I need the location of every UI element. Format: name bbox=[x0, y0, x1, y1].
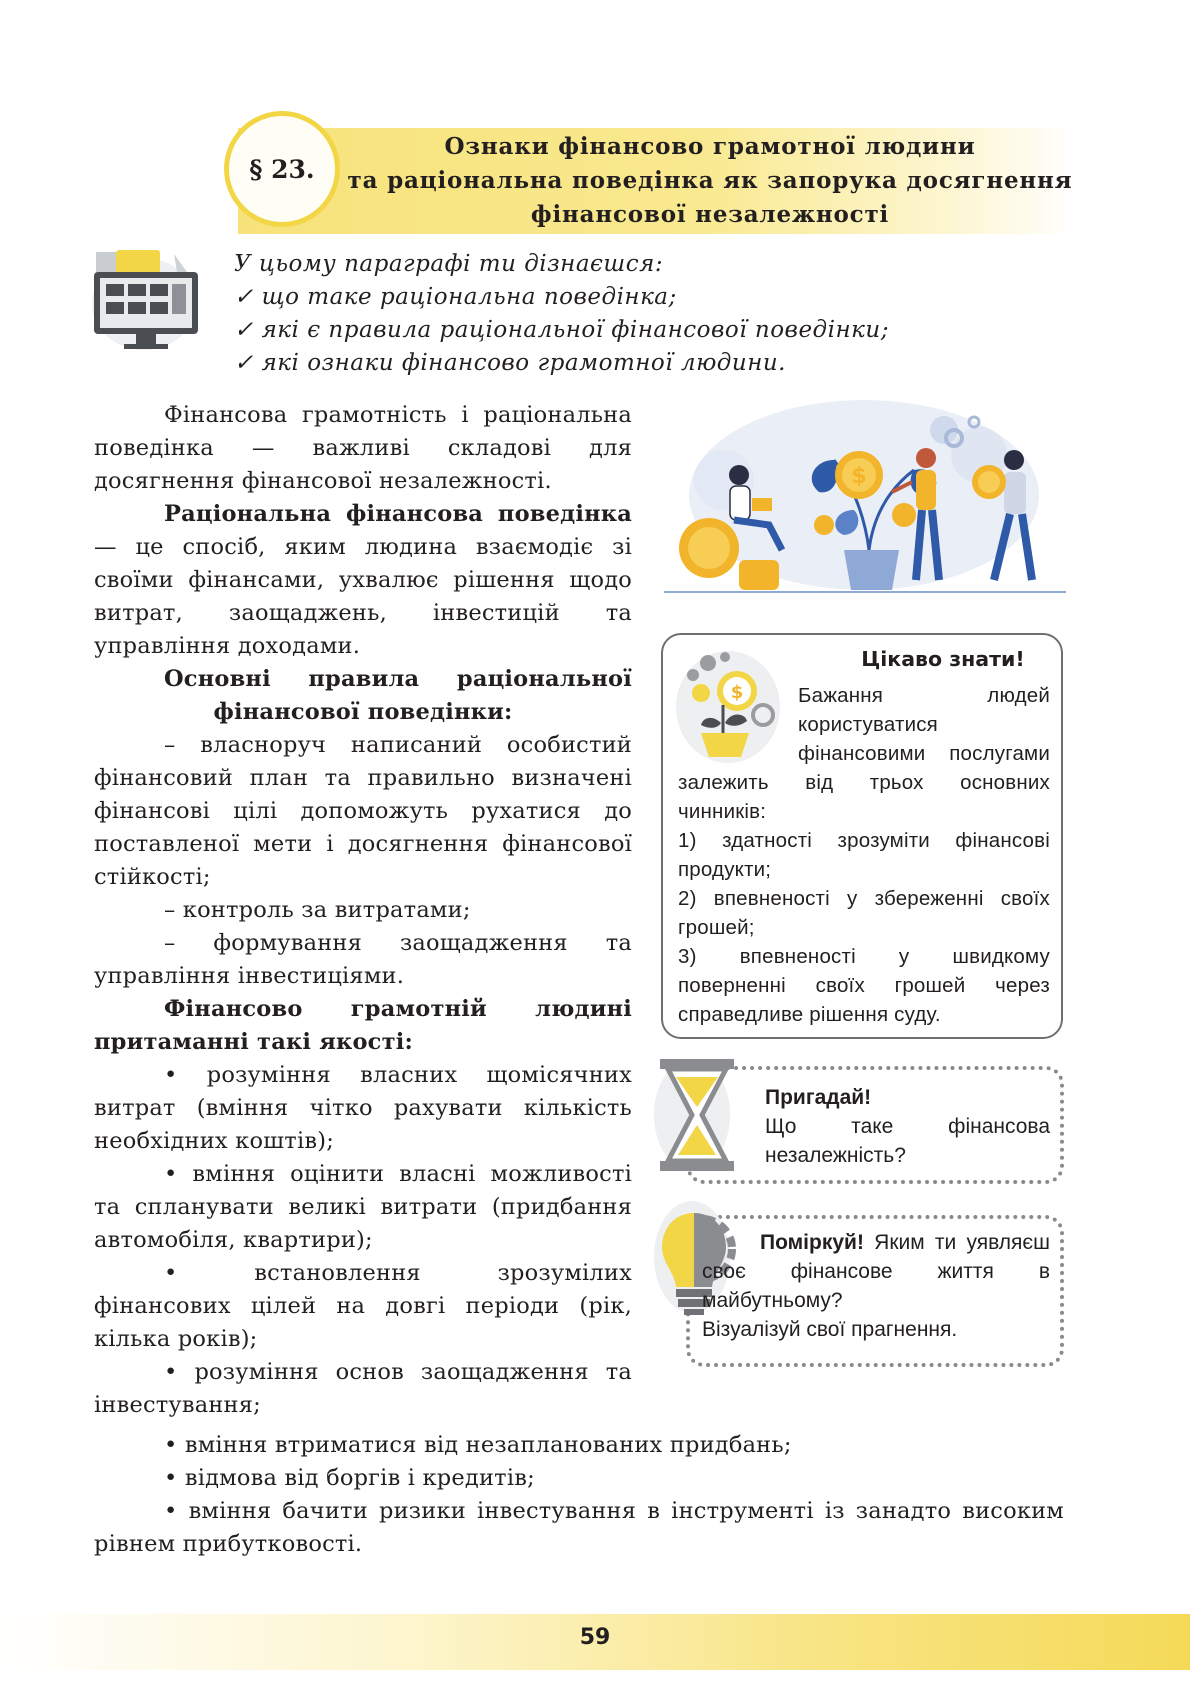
page-number: 59 bbox=[579, 1625, 611, 1650]
svg-text:$: $ bbox=[851, 464, 867, 489]
main-text bbox=[94, 399, 632, 1422]
definition: — це спосіб, яким людина взаємодіє зі своїми фінансами, ухвалює рішення щодо витрат, заощаджень, інвестицій та управління доходами. bbox=[94, 534, 632, 659]
rule-item: – власноруч написаний особистий фінансовий план та правильно визначені фінансові цілі допоможуть рухатися до поставленої мети і досягнення фінансової стійкості; bbox=[94, 732, 632, 890]
info-lead: Бажання людей користуватися фінансовими послугами залежить від трьох основних чинників: bbox=[678, 684, 1050, 823]
info-item: 3) впевненості у швидкому поверненні своїх грошей через справедливе рішення суду. bbox=[678, 945, 1050, 1026]
recall-label: Пригадай! bbox=[765, 1086, 872, 1109]
svg-text:$: $ bbox=[730, 682, 744, 703]
monitor-icon bbox=[86, 246, 206, 354]
intro-item: ✓ які ознаки фінансово грамотної людини. bbox=[234, 350, 786, 376]
rule-item: – формування заощадження та управління інвестиціями. bbox=[94, 930, 632, 989]
section-number-badge bbox=[224, 111, 340, 227]
intro-list bbox=[234, 248, 1064, 380]
interesting-fact-box bbox=[661, 633, 1063, 1039]
info-item: 2) впевненості у збереженні своїх грошей; bbox=[678, 887, 1050, 939]
qualities-heading: Фінансово грамотній людині притаманні такі якості: bbox=[94, 996, 632, 1055]
section-title-line: фінансової незалежності bbox=[530, 201, 890, 228]
rules-heading: Основні правила раціональної bbox=[164, 666, 632, 692]
section-title-line: та раціональна поведінка як запорука досягнення bbox=[347, 167, 1073, 194]
quality-item: • встановлення зрозумілих фінансових цілей на довгі періоди (рік, кілька років); bbox=[94, 1260, 632, 1352]
rule-item: – контроль за витратами; bbox=[164, 897, 471, 923]
main-text-bottom bbox=[94, 1429, 1064, 1561]
section-number: § 23. bbox=[249, 154, 315, 184]
quality-item: • розуміння власних щомісячних витрат (вміння чітко рахувати кількість необхідних коштів); bbox=[94, 1062, 632, 1154]
quality-item: • вміння втриматися від незапланованих придбань; bbox=[164, 1432, 792, 1458]
think-question: Яким ти уявляєш своє фінансове життя в майбутньому? bbox=[702, 1231, 1050, 1312]
think-task: Візуалізуй свої прагнення. bbox=[702, 1318, 958, 1341]
section-title bbox=[345, 130, 1075, 232]
recall-question: Що таке фінансова незалежність? bbox=[765, 1115, 1050, 1167]
intro-heading: У цьому параграфі ти дізнаєшся: bbox=[234, 251, 664, 277]
think-question-line bbox=[702, 1228, 1050, 1315]
intro-item: ✓ які є правила раціональної фінансової поведінки; bbox=[234, 317, 889, 343]
quality-item: • вміння оцінити власні можливості та спланувати великі витрати (придбання автомобіля, квартири); bbox=[94, 1161, 632, 1253]
info-title: Цікаво знати! bbox=[861, 647, 1025, 671]
intro-item: ✓ що таке раціональна поведінка; bbox=[234, 284, 677, 310]
recall-text bbox=[765, 1083, 1050, 1170]
paragraph bbox=[94, 498, 632, 663]
quality-item: • вміння бачити ризики інвестування в інструменті із занадто високим рівнем прибутковості. bbox=[94, 1498, 1064, 1557]
quality-item: • розуміння основ заощадження та інвестування; bbox=[94, 1359, 632, 1418]
think-text bbox=[702, 1228, 1050, 1344]
rules-heading: фінансової поведінки: bbox=[213, 699, 513, 725]
quality-item: • відмова від боргів і кредитів; bbox=[164, 1465, 535, 1491]
section-title-line: Ознаки фінансово грамотної людини bbox=[444, 133, 976, 160]
paragraph: Фінансова грамотність і раціональна поведінка — важливі складові для досягнення фінансової незалежності. bbox=[94, 402, 632, 494]
info-text bbox=[678, 681, 1050, 1029]
info-item: 1) здатності зрозуміти фінансові продукти; bbox=[678, 829, 1050, 881]
think-label: Поміркуй! bbox=[760, 1231, 864, 1254]
term: Раціональна фінансова поведінка bbox=[164, 501, 632, 527]
finance-growth-illustration bbox=[664, 400, 1066, 612]
hourglass-icon bbox=[652, 1055, 742, 1175]
